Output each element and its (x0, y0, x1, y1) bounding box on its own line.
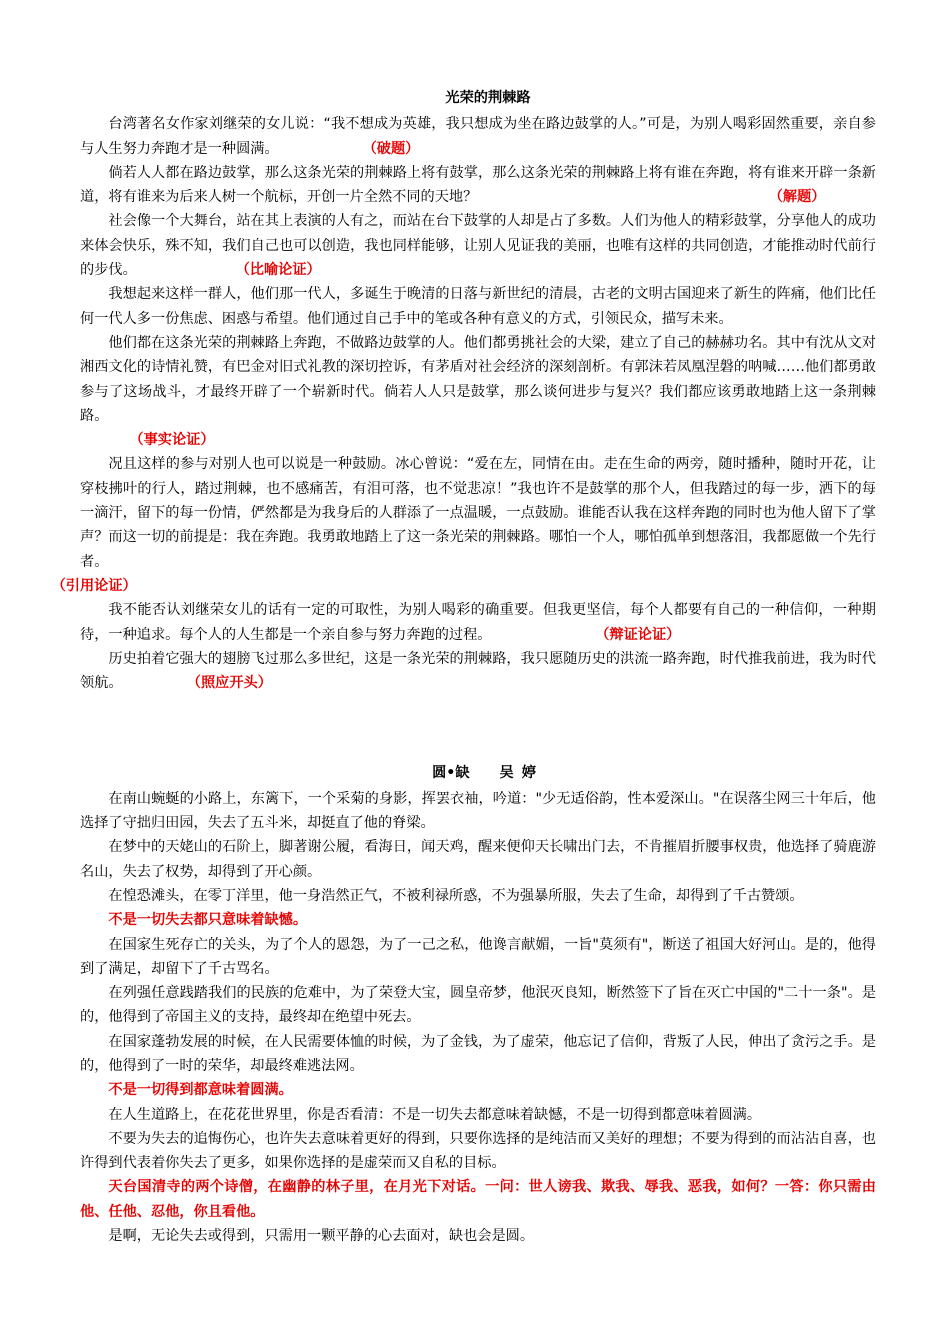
annotation-label: （事实论证） (129, 432, 215, 449)
essay1-paragraph (80, 331, 876, 452)
paragraph-text: 台湾著名女作家刘继荣的女儿说：“我不想成为英雄，我只想成为坐在路边鼓掌的人。”可是，为别人喝彩固然重要，亲自参与人生努力奔跑才是一种圆满。 (80, 116, 876, 157)
essay2-paragraph: 在列强任意践踏我们的民族的危难中，为了荣登大宝，圆皇帝梦，他泯灭良知，断然签下了旨在灭亡中国的"二十一条"。是的，他得到了帝国主义的支持，最终却在绝望中死去。 (80, 985, 876, 1026)
essay2-highlight: 天台国清寺的两个诗僧，在幽静的林子里，在月光下对话。一问：世人谤我、欺我、辱我、恶我，如何？一答：你只需由他、任他、忍他，你且看他。 (80, 1179, 876, 1220)
essay2-title (80, 761, 876, 785)
essay2-author: 吴婷 (499, 765, 544, 782)
essay2-paragraph: 不要为失去的追悔伤心，也许失去意味着更好的得到，只要你选择的是纯洁而又美好的理想；不要为得到的而沾沾自喜，也许得到代表着你失去了更多，如果你选择的是虚荣而又自私的目标。 (80, 1130, 876, 1172)
essay2-title-text: 圆•缺 (432, 765, 470, 782)
annotation-label: （比喻论证） (235, 262, 321, 279)
annotation-label: （解题） (768, 189, 826, 206)
paragraph-text: 他们都在这条光荣的荆棘路上奔跑，不做路边鼓掌的人。他们都勇挑社会的大梁，建立了自己的赫赫功名。其中有沈从文对湘西文化的诗情礼赞，有巴金对旧式礼教的深切控诉，有茅盾对社会经济的深刻剖析。有郭沫若凤凰涅磐的呐喊……他们都勇敢参与了这场战斗，才最终开辟了一个崭新时代。倘若人人只是鼓掌，那么谈何进步与复兴？我们都应该勇敢地踏上这一条荆棘路。 (80, 334, 876, 424)
paragraph-text: 况且这样的参与对别人也可以说是一种鼓励。冰心曾说：“爱在左，同情在由。走在生命的两旁，随时播种，随时开花，让穿枝拂叶的行人，踏过荆棘，也不感痛苦，有泪可落，也不觉悲凉！”我也许不是鼓掌的那个人，但我踏过的每一步，洒下的每一滴汗，留下的每一份情，俨然都是为我身后的人群添了一点温暖，一点鼓励。谁能否认我在这样奔跑的同时也为他人留下了掌声？而这一切的前提是：我在奔跑。我勇敢地踏上了这一条光荣的荆棘路。哪怕一个人，哪怕孤单到想落泪，我都愿做一个先行者。 (80, 456, 876, 570)
paragraph-text: 倘若人人都在路边鼓掌，那么这条光荣的荆棘路上将有鼓掌，那么这条光荣的荆棘路上将有谁在奔跑，将有谁来开辟一条新道，将有谁来为后来人树一个航标，开创一片全然不同的天地？ (80, 164, 876, 206)
annotation-label: （照应开头） (186, 675, 272, 692)
document-page (51, 86, 876, 1248)
paragraph-text: 我不能否认刘继荣女儿的话有一定的可取性，为别人喝彩的确重要。但我更坚信，每个人都要有自己的一种信仰，一种期待，一种追求。每个人的人生都是一个亲自参与努力奔跑的过程。 (80, 602, 876, 643)
annotation-tag (123, 675, 272, 691)
annotation-tag (52, 578, 137, 594)
annotation-label: （破题） (362, 140, 420, 157)
annotation-label: （辩证论证） (595, 626, 681, 643)
annotation-tag (491, 627, 680, 643)
essay1-paragraph (80, 209, 876, 282)
annotation-tag (279, 141, 420, 157)
essay2-paragraph: 在梦中的天姥山的石阶上，脚著谢公履，看海日，闻天鸡，醒来便仰天长啸出门去，不肯摧眉折腰事权贵，他选择了骑鹿游名山，失去了权势，却得到了开心颜。 (80, 839, 876, 880)
essay1-paragraph (80, 112, 876, 161)
essay1-paragraph (80, 598, 876, 647)
essay2-paragraph: 在国家蓬勃发展的时候，在人民需要体恤的时候，为了金钱，为了虚荣，他忘记了信仰，背叛了人民，伸出了贪污之手。是的，他得到了一时的荣华，却最终难逃法网。 (80, 1033, 876, 1074)
essay1-paragraph (80, 161, 876, 210)
essay1-paragraph (80, 282, 876, 331)
essay2-paragraph: 在人生道路上，在花花世界里，你是否看清：不是一切失去都意味着缺憾，不是一切得到都意味着圆满。 (108, 1106, 762, 1123)
paragraph-text: 我想起来这样一群人，他们那一代人，多诞生于晚清的日落与新世纪的清晨，古老的文明古国迎来了新生的阵痛，他们比任何一代人多一份焦虑、困惑与希望。他们通过自己手中的笔或各种有意义的方式，引领民众，描写未来。 (80, 286, 876, 327)
essay2-paragraph: 是啊，无论失去或得到，只需用一颗平静的心去面对，缺也会是圆。 (108, 1228, 535, 1245)
essay2-highlight: 不是一切得到都意味着圆满。 (108, 1082, 293, 1099)
essay2-paragraph: 在南山蜿蜒的小路上，东篱下，一个采菊的身影，挥罢衣袖，吟道："少无适俗韵，性本爱深山。"在误落尘网三十年后，他选择了守拙归田园，失去了五斗米，却挺直了他的脊梁。 (80, 790, 876, 832)
annotation-tag (137, 262, 321, 278)
essay1-paragraph (80, 647, 876, 696)
essay1-paragraph (51, 452, 876, 598)
section-spacer (80, 695, 876, 761)
annotation-label: （引用论证） (51, 577, 137, 594)
paragraph-text: 社会像一个大舞台，站在其上表演的人有之，而站在台下鼓掌的人却是占了多数。人们为他人的精彩鼓掌，分享他人的成功来体会快乐，殊不知，我们自己也可以创造，我也同样能够，让别人见证我的美丽，也唯有这样的共同创造，才能推动时代前行的步伐。 (80, 213, 876, 279)
annotation-tag (80, 432, 215, 448)
paragraph-text: 历史拍着它强大的翅膀飞过那么多世纪，这是一条光荣的荆棘路，我只愿随历史的洪流一路奔跑，时代推我前进，我为时代领航。 (80, 650, 876, 692)
essay1-title: 光荣的荆棘路 (445, 90, 531, 106)
essay2-paragraph: 在惶恐滩头，在零丁洋里，他一身浩然正气，不被利禄所惑，不为强暴所服，失去了生命，却得到了千古赞颂。 (108, 887, 804, 904)
annotation-tag (477, 189, 825, 205)
essay2-paragraph: 在国家生死存亡的关头，为了个人的恩怨，为了一己之私，他谗言献媚，一旨"莫须有"，断送了祖国大好河山。是的，他得到了满足，却留下了千古骂名。 (80, 936, 876, 977)
essay2-highlight: 不是一切失去都只意味着缺憾。 (108, 912, 308, 929)
